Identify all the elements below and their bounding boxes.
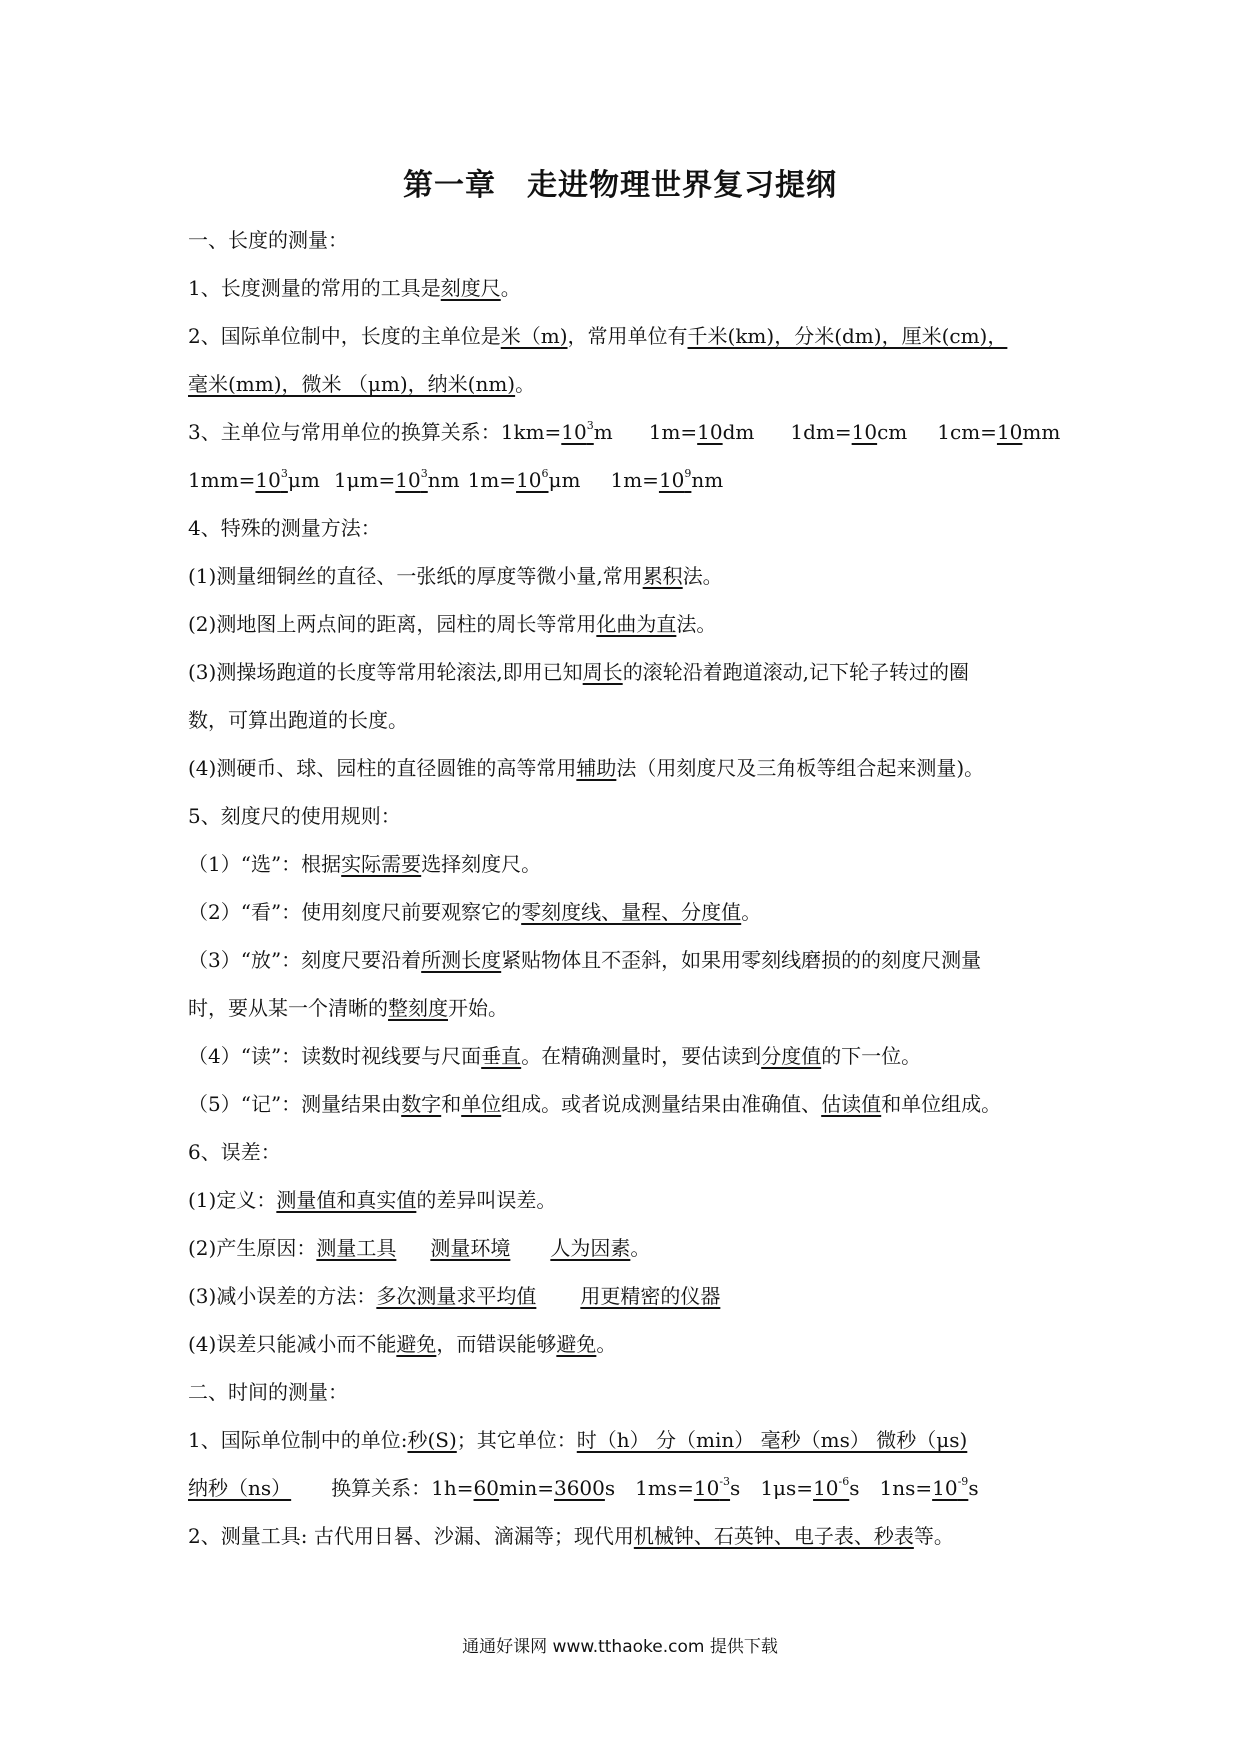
paragraph: 5、刻度尺的使用规则： [188,804,401,828]
footer-download-note: 通通好课网 www.tthaoke.com 提供下载 [462,1637,778,1657]
paragraph: (4)误差只能减小而不能避免，而错误能够避免。 [188,1332,617,1356]
paragraph: 1、国际单位制中的单位:秒(S)；其它单位：时（h） 分（min） 毫秒（ms） 微秒（μs) [188,1428,968,1452]
paragraph: （5）“记”：测量结果由数字和单位组成。或者说成测量结果由准确值、估读值和单位组成。 [188,1092,1002,1116]
paragraph: 数，可算出跑道的长度。 [188,708,408,732]
paragraph: （3）“放”：刻度尺要沿着所测长度紧贴物体且不歪斜，如果用零刻线磨损的的刻度尺测量 [188,948,982,972]
paragraph: 6、误差： [188,1140,281,1164]
section-heading-length: 一、长度的测量： [188,228,348,252]
paragraph: (3)测操场跑道的长度等常用轮滚法,即用已知周长的滚轮沿着跑道滚动,记下轮子转过的圈 [188,660,970,684]
paragraph: 4、特殊的测量方法： [188,516,381,540]
paragraph: 1、长度测量的常用的工具是刻度尺。 [188,276,521,300]
paragraph: (1)定义：测量值和真实值的差异叫误差。 [188,1188,557,1212]
paragraph: 3、主单位与常用单位的换算关系：$1km=10^3m$ 1m=10dm 1dm=10cm 1cm=10mm [188,419,1061,444]
section-heading-time: 二、时间的测量： [188,1380,348,1404]
page-title: 第一章 走进物理世界复习提纲 [403,168,837,203]
paragraph: （1）“选”：根据实际需要选择刻度尺。 [188,852,542,876]
paragraph: (2)测地图上两点间的距离，园柱的周长等常用化曲为直法。 [188,612,717,636]
paragraph: (2)产生原因：测量工具 测量环境 人为因素。 [188,1236,651,1260]
paragraph: 2、国际单位制中，长度的主单位是米（m)，常用单位有千米(km)，分米(dm)，厘米(cm)， [188,324,1008,348]
paragraph: (1)测量细铜丝的直径、一张纸的厚度等微小量,常用累积法。 [188,564,723,588]
paragraph: $1mm=10^3\mu m$ $1\mu m=10^3nm$ $1m=10^6\mu m$ $1m=10^9nm$ [188,467,724,492]
paragraph: （2）“看”：使用刻度尺前要观察它的零刻度线、量程、分度值。 [188,900,762,924]
paragraph: (3)减小误差的方法：多次测量求平均值 用更精密的仪器 [188,1284,721,1308]
paragraph: （4）“读”：读数时视线要与尺面垂直。在精确测量时，要估读到分度值的下一位。 [188,1044,922,1068]
paragraph: 纳秒（ns） 换算关系：1h=60min=3600s $1ms=10^{-3}s$ $1\mu s=10^{-6}s$ $1ns=10^{-9}s$ [188,1475,979,1500]
paragraph: 毫米(mm)，微米 （μm)，纳米(nm)。 [188,372,536,396]
paragraph: 时，要从某一个清晰的整刻度开始。 [188,996,508,1020]
paragraph: 2、测量工具: 古代用日晷、沙漏、滴漏等；现代用机械钟、石英钟、电子表、秒表等。 [188,1524,954,1548]
paragraph: (4)测硬币、球、园柱的直径圆锥的高等常用辅助法（用刻度尺及三角板等组合起来测量)。 [188,756,985,780]
